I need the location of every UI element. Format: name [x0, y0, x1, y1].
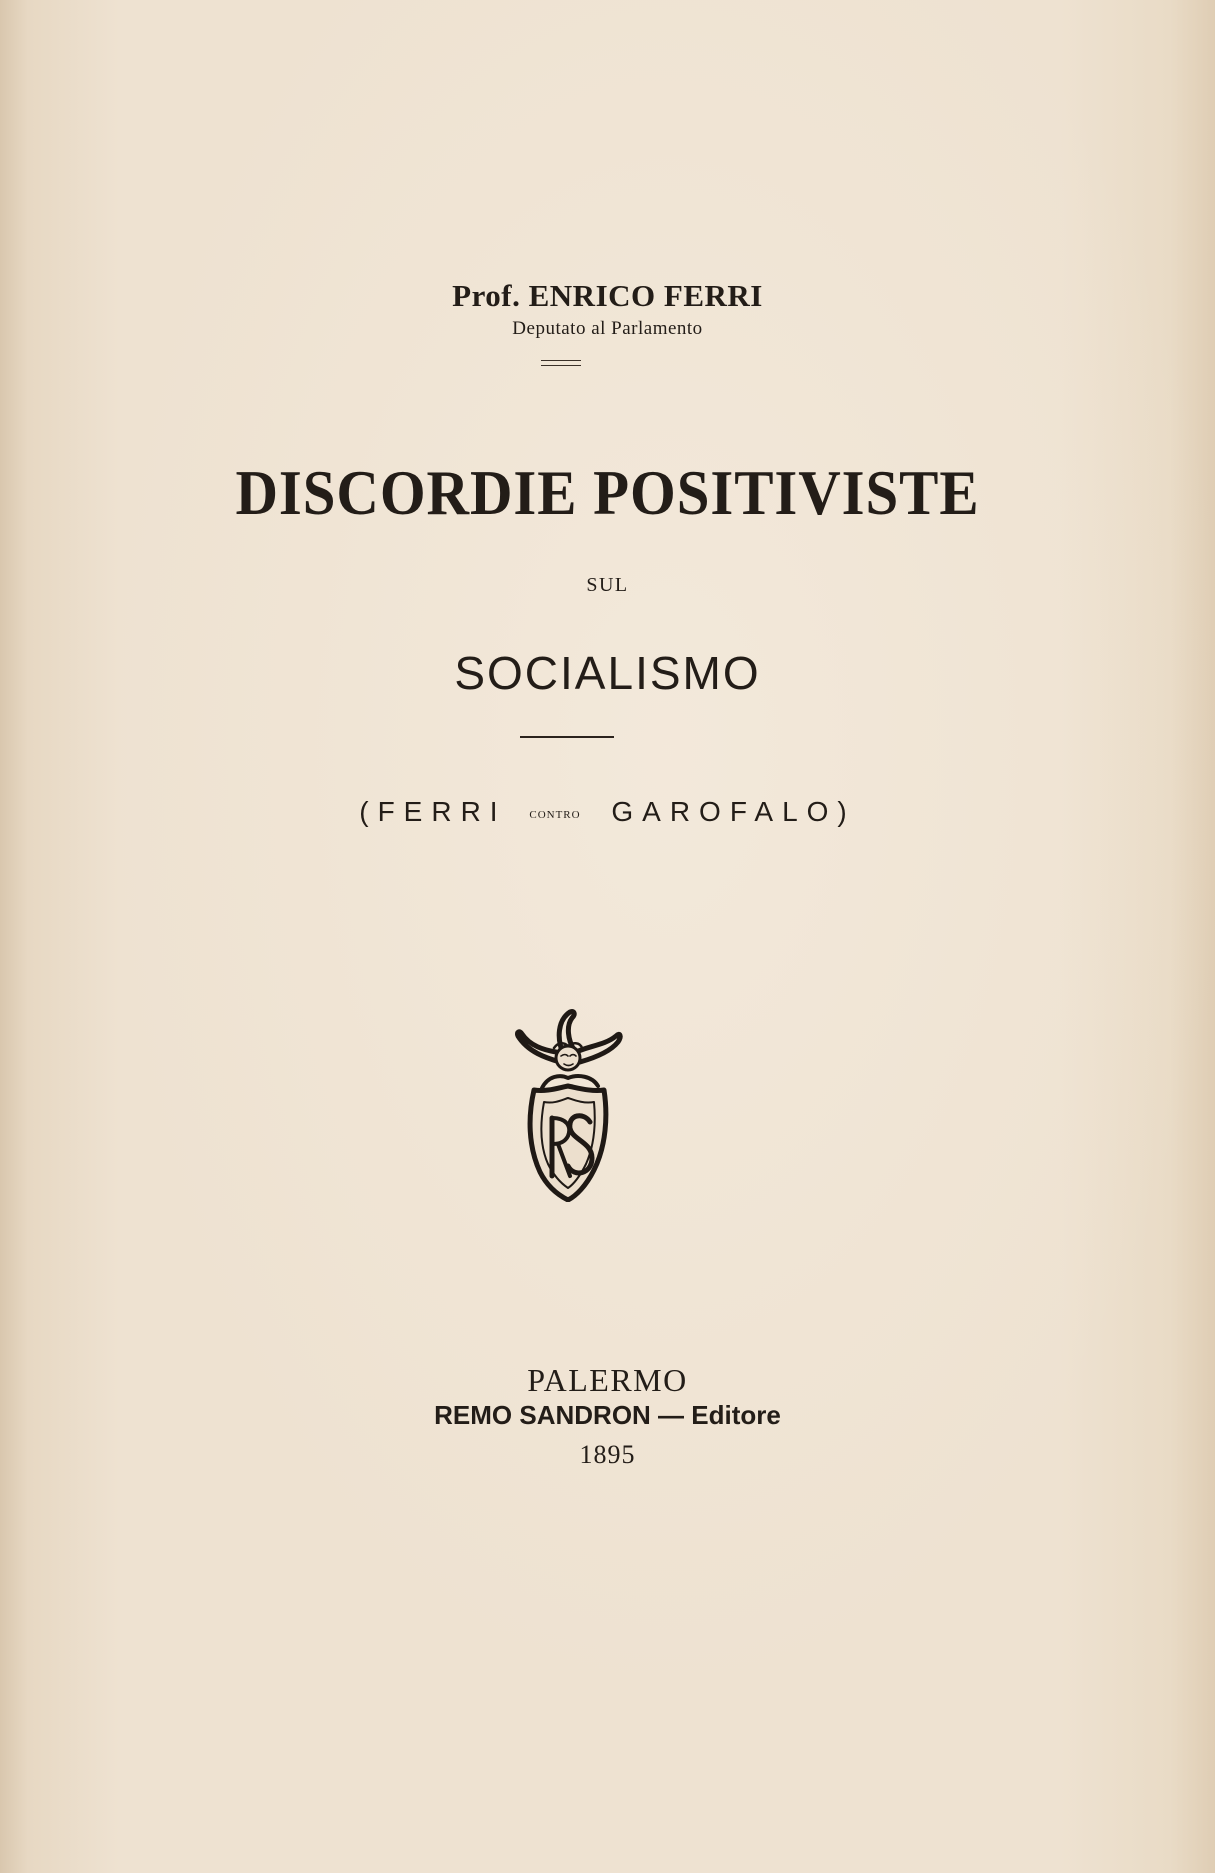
author-name: Prof. ENRICO FERRI	[452, 278, 763, 313]
book-title: DISCORDIE POSITIVISTE	[235, 457, 980, 528]
author-role: Deputato al Parlamento	[512, 318, 703, 339]
parenthetical-subtitle	[0, 796, 1215, 828]
parenthetical-close: GAROFALO)	[611, 796, 856, 827]
parenthetical-open: (FERRI	[359, 796, 507, 827]
parenthetical-middle: contro	[529, 806, 581, 822]
imprint-publisher: REMO SANDRON — Editore	[434, 1400, 781, 1430]
imprint-year: 1895	[579, 1440, 636, 1469]
book-subject: SOCIALISMO	[454, 647, 761, 699]
rule-divider	[520, 736, 614, 738]
imprint-city: PALERMO	[527, 1362, 688, 1398]
title-connector: SUL	[586, 574, 629, 596]
sandron-trinacria-monogram-icon	[512, 1006, 624, 1202]
double-rule-divider	[541, 360, 581, 366]
